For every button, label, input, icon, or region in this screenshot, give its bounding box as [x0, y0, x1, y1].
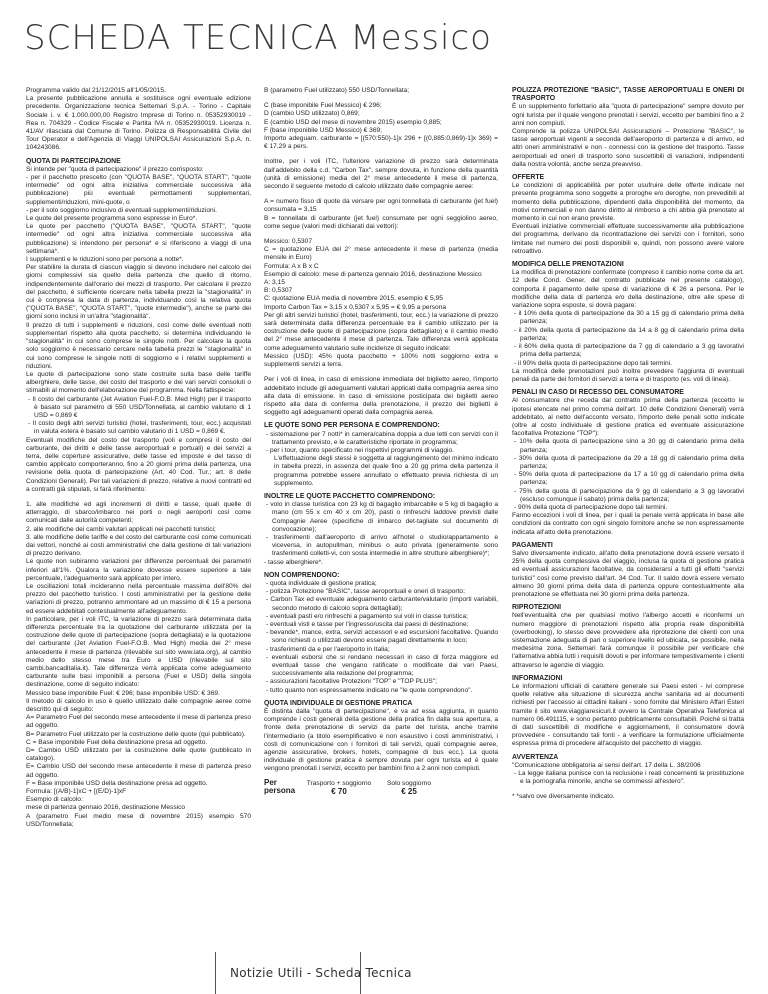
section-heading: LE QUOTE SONO PER PERSONA E COMPRENDONO:	[264, 422, 440, 430]
paragraph: Formula: [(A/B)-1]xC + [(E/D)-1]xF	[26, 788, 127, 796]
paragraph: A: 3,15	[264, 279, 285, 287]
paragraph: - il 10% della quota di partecipazione da 30 a 15 gg di calendario prima della partenza;	[514, 310, 744, 326]
paragraph: - La legge italiana punisce con la reclusione i reati concernenti la prostituzione e la pornografia minorile, anche se commessi all'estero".	[514, 770, 744, 786]
paragraph: mese di partenza gennaio 2016, destinazione Messico	[26, 804, 186, 812]
column-3	[512, 87, 744, 802]
paragraph: Le quote per pacchetto ("QUOTA BASE", "QUOTA START", "quote intermedie" od ogni altra iniziativa commerciale successiva alla pubblicazione) si intendono per persona* e si riferiscono a viaggi di una settimana*.	[26, 223, 251, 255]
paragraph: È distinta dalla "quota di partecipazione", e va ad essa aggiunta, in quanto comprende i costi generali della gestione della pratica fin dalla sua apertura, a fronte della prenotazione di servizi da parte del turista, anche tramite l'intermediario (a titolo esemplificativo e non esaustivo i costi amministrativi, i costi di comunicazione con i fornitori di tali servizi, quali compagnie aeree, agenzie assicurative, brokers, hotels, compagnie di bus ecc.). La quota individuale di gestione pratica è sempre dovuta per ogni turista ed è quale vengono prenotati i servizi, eccetto per bambini fino a 2 anni non compiuti.	[264, 708, 498, 773]
paragraph: Le quote di partecipazione sono state costruite sulla base delle tariffe alberghiere, delle tasse, del costo del trasporto e dei vari servizi consoluti o stimabili al momento dell'elaborazione del programma. Nella fattispecie:	[26, 370, 251, 395]
price-item-transport	[304, 780, 374, 795]
price-item-value: € 70	[331, 786, 347, 796]
paragraph: - eventuali visti e tasse per l'ingresso/uscita dai paesi di destinazione;	[266, 620, 469, 628]
paragraph: Per i voli di linea, in caso di emissione immediata del biglietto aereo, l'importo addebitato include gli adeguamenti valutari applicati dalla compagnia aerea sino alla data di emissione. In caso di emissione posticipata dei biglietti aereo rispetto alla data di conferma della prenotazione, il prezzo dei biglietti è soggetto agli adeguamenti operati dalla compagnia aerea.	[264, 376, 498, 417]
section-heading: QUOTA INDIVIDUALE DI GESTIONE PRATICA	[264, 699, 413, 707]
paragraph: Importo Carbon Tax = 3,15 x 0,5307 x 5,95 = € 9,95 a persona	[264, 303, 447, 311]
paragraph: A = numero fisso di quote da versare per ogni tonnellata di carburante (jet fuel) consumata = 3,15	[264, 198, 498, 214]
paragraph: - 10% della quota di partecipazione sino a 30 gg di calendario prima della partenza;	[514, 438, 744, 454]
section-heading: MODIFICA DELLE PRENOTAZIONI	[512, 261, 624, 269]
paragraph: La modifica di prenotazioni confermate (compreso il cambio nome come da art. 12 delle Cond. Gener. del contratto pubblicate nel presente catalogo), comporta il pagamento delle spese di variazione di € 26 a persona. Per le modifiche della data di partenza e/o della destinazione, oltre alle spese di variazione sopra esposte, si dovrà pagare:	[512, 269, 744, 310]
paragraph: - trasferimenti dall'aeroporto di arrivo all'hotel o studio/appartamento e viceversa, in autopullman, minibus o auto privata (generalmente sono trasferimenti colletti-vi, con sosta intermedie in altre strutture alberghiere)*;	[266, 533, 498, 558]
paragraph: - 90% della quota di partecipazione dopo tali termini.	[514, 503, 668, 511]
paragraph: - quota individuale di gestione pratica;	[266, 579, 377, 587]
paragraph: - Carbon Tax ed eventuale adeguamento carburante/valutario (importi variabili, secondo metodo di calcolo sopra dettagliati);	[266, 596, 498, 612]
paragraph: In particolare, per i voli ITC, la variazione di prezzo sarà determinata dalla differenza percentuale tra la quotazione del carburante utilizzata per la costruzione delle quote di partecipazione (sopra dettagliata) e la quotazione del carburante (Jet Aviation Fuel-F.O.B. Med High) media dei 2° mese antecedente il mese di partenza (rilevabile sul sito www.iata.org), al cambio medio dello stesso mese tra Euro e USD (rilevabile sul sito cambi.bancaditalia.it). Tale differenza verrà applicata come adeguamento carburante sulle basi imponibili a persona (Fuel e USD) della singola destinazione, come di seguito indicato:	[26, 615, 251, 689]
price-item-stay	[374, 780, 444, 795]
spacer	[264, 151, 498, 158]
paragraph: 3. alle modifiche delle tariffe e del costo del carburante così come comunicati dai vettori, nonché ai costi amministrativi che dalla gestione di tali variazioni di prezzo derivano.	[26, 533, 251, 558]
paragraph: La presente pubblicazione annulla e sostituisce ogni eventuale edizione precedente. Organizzazione tecnica Settemari S.p.A. - Torino - Capitale Sociale i. v. € 1.000.000,00 Registro Imprese di Torino n. 05352930019 - Rea n. 704329 - Codice Fiscale e Partita IVA n. 05352930019. Licenza n. 41/AV rilasciata dal Comune di Torino. Polizza di Responsabilità Civile del Tour Operator e dell'Agenzia di Viaggi UNIPOLSAI Assicurazioni S.p.A. n. 104243086.	[26, 95, 251, 152]
paragraph: Le oscillazioni totali incideranno nella percentuale massima dell'80% del prezzo del pacchetto turistico. I costi amministrativi per la gestione delle variazioni di prezzo, potranno ammontare ad un massimo di € 15 a persona ed essere addebitati contestualmente all'adeguamento.	[26, 582, 251, 615]
paragraph: A (parametro Fuel medio mese di novembre 2015) esempio 570 USD/Tonnellata;	[26, 812, 251, 828]
paragraph: 2. alle modifiche dei cambi valutari applicati nei pacchetti turistici;	[26, 525, 216, 533]
column-1	[26, 87, 251, 829]
paragraph: - il 60% della quota di partecipazione da 7 gg di calendario a 3 gg lavorativi prima della partenza;	[514, 343, 744, 359]
paragraph: - tutto quanto non espressamente indicato ne "le quote comprendono".	[266, 686, 473, 694]
paragraph: Fanno eccezioni i voli di linea, per i quali la penale verrà applicata in base alle condizioni da contratto con ogni singolo fornitore anche se non espressamente indicata all'atto della prenotazione.	[512, 512, 744, 536]
paragraph: - eventuali pasti e/o rinfreschi a pagamento sui voli in classe turistica;	[266, 612, 468, 620]
paragraph: Importo adeguam. carburante = [(570:550)-1]x 296 + [(0,885:0,869)-1]x 369) = € 17,29 a pers.	[264, 135, 498, 151]
paragraph: Formula: A x B x C	[264, 262, 319, 270]
paragraph: Nell'eventualità che per qualsiasi motivo l'albergo accetti e riconfermi un numero maggiore di prenotazioni rispetto alla propria reale disponibilità (overbooking), lo stesso deve provvedere alla riprotezione dei clienti con una sistemazione adeguata di pari o superiore livello ed ubicata, se possibile, nella medesima zona. Settemari farà comunque il possibile per verificare che l'alternativa abbia tutti i requisiti dovuti e per informare tempestivamente i clienti attraverso le agenzie di viaggio.	[512, 612, 744, 669]
paragraph: - il 20% della quota di partecipazione da 14 a 8 gg di calendario prima della partenza;	[514, 326, 744, 342]
paragraph: - per il solo soggiorno inclusivo di eventuali supplementi/riduzioni.	[26, 206, 217, 214]
paragraph: - trasferimenti da e per l'aeroporto in Italia;	[266, 645, 390, 653]
paragraph: Programma valido dal 21/12/2015 all'1/05/2015.	[26, 87, 166, 94]
paragraph: Le quote del presente programma sono espresse in Euro*.	[26, 215, 198, 223]
paragraph: B (parametro Fuel utilizzato) 550 USD/Tonnellata;	[264, 87, 410, 94]
paragraph: E= Cambio USD del secondo mese antecedente il mese di partenza preso ad oggetto.	[26, 763, 251, 779]
paragraph: * *salvo ove diversamente indicato.	[512, 793, 615, 801]
paragraph: Le condizioni di applicabilità per poter usufruire delle offerte indicate nel presente programma sono soggette a proroghe e/o deroghe, non prevedibili al momento della pubblicazione, dipendenti dalla disponibilità del momento, da motivi commerciali e non danno diritto al rimborso a chi abbia già prenotato al momento in cui non erano previste.	[512, 182, 744, 223]
paragraph: - 30% della quota di partecipazione da 29 a 18 gg di calendario prima della partenza;	[514, 454, 744, 470]
spacer	[264, 369, 498, 376]
paragraph: - assicurazioni facoltative Protezioni "TOP" e "TOP PLUS";	[266, 678, 437, 686]
section-heading: AVVERTENZA	[512, 753, 559, 761]
paragraph: Si intende per "quota di partecipazione" il prezzo corrisposto:	[26, 165, 204, 173]
paragraph: D= Cambio USD utilizzato per la costruzione delle quote (pubblicato in catalogo).	[26, 747, 251, 763]
paragraph: B = tonnellate di carburante (jet fuel) consumate per ogni seggiolino aereo, come segue (valori medi dichiarati dai vettori):	[264, 214, 498, 230]
spacer	[512, 786, 744, 793]
paragraph: Esempio di calcolo: mese di partenza gennaio 2016, destinazione Messico	[264, 270, 482, 278]
paragraph: L'effettuazione degli stessi è soggetta al raggiungimento del minimo indicato in tabella prezzi, in assenza del quale fino a 20 gg prima della partenza il programma potrebbe essere annullato o effettuato previa richiesta di un supplemento.	[274, 455, 498, 487]
paragraph: E (cambio USD del mese di novembre 2015) esempio 0,885;	[264, 118, 442, 126]
section-heading: POLIZZA PROTEZIONE "BASIC", TASSE AEROPORTUALI E ONERI DI TRASPORTO	[512, 87, 744, 103]
paragraph: La modifica delle prenotazioni può inoltre prevedere l'aggiunta di eventuali penali da parte dei fornitori di servizi a terra e di trasporto (es. voli di linea).	[512, 367, 744, 383]
column-2	[264, 87, 498, 795]
page-title: SCHEDA TECNICA Messico	[24, 18, 492, 58]
spacer	[264, 231, 498, 238]
paragraph: Messico base imponibile Fuel: € 296; base imponibile USD: € 369.	[26, 689, 220, 697]
paragraph: I supplementi e le riduzioni sono per persona a notte*.	[26, 256, 184, 264]
section-heading: RIPROTEZIONI	[512, 604, 562, 612]
paragraph: - polizza Protezione "BASIC", tasse aeroportuali e oneri di trasporto;	[266, 588, 465, 596]
spacer	[264, 191, 498, 198]
section-heading: INOLTRE LE QUOTE PACCHETTO COMPRENDONO:	[264, 492, 436, 500]
paragraph: Le informazioni ufficiali di carattere generale sui Paesi esteri - ivi comprese quelle relative alla situazione di sicurezza anche sanitaria ed ai documenti richiesti per l'accesso ai cittadini italiani - sono fornite dal Ministero Affari Esteri tramite il sito www.viaggiaresicuri.it ovvero la Centrale Operativa Telefonica al numero 06.491115, e sono pertanto pubblicamente consultabili. Poiché si tratta di dati suscettibili di modifiche e aggiornamenti, il consumatore dovrà provvedere - consultando tali fonti - a verificare la formulazione ufficialmente espressa prima di procedere all'acquisto del pacchetto di viaggio.	[512, 683, 744, 748]
paragraph: C = Base imponibile Fuel della destinazione presa ad oggetto.	[26, 738, 208, 746]
paragraph: - bevande*, mance, extra, servizi accessori e ed escursioni facoltative. Quando sono richiesti o utilizzati devono essere pagati direttamente in loco;	[266, 629, 498, 645]
paragraph: Inoltre, per i voli ITC, l'ulteriore variazione di prezzo sarà determinata dall'addebito della c.d. "Carbon Tax", sempre dovuta, in funzione della quantità (unità di emissione) media del 2° mese antecedente il mese di partenza, secondo il seguente metodo di calcolo utilizzato dalle compagnie aeree:	[264, 158, 498, 191]
paragraph: Le quote non subiranno variazioni per differenze percentuali dei parametri inferiori all'1%. Qualora la variazione dovesse essere superiore a tale percentuale, l'adeguamento sarà applicato per intero.	[26, 558, 251, 582]
paragraph: "Comunicazione obbligatoria ai sensi dell'art. 17 della L. 38/2006	[512, 761, 701, 769]
spacer	[264, 95, 498, 102]
section-heading: INFORMAZIONI	[512, 674, 563, 682]
paragraph: - sistemazione per 7 notti* in camera/cabina doppia a due letti con servizi con il trattamento previsto, e le caratteristiche riportate in programma;	[266, 430, 498, 446]
paragraph: Esempio di calcolo:	[26, 796, 83, 804]
footer-text: Notizie Utili - Scheda Tecnica	[230, 966, 412, 980]
paragraph: - tasse alberghiere*.	[264, 558, 324, 566]
spacer	[26, 494, 251, 501]
price-item-value: € 25	[401, 786, 417, 796]
paragraph: F (base imponibile USD Messico) € 369;	[264, 126, 383, 134]
section-heading: OFFERTE	[512, 174, 545, 182]
price-table	[264, 779, 498, 795]
paragraph: 1. alle modifiche ed agli incrementi di diritti e tasse, quali quelle di atterraggio, di sbarco/imbarco nei porti o negli aeroporti così come comunicati dalle autorità competenti;	[26, 500, 251, 525]
paragraph: Eventuali iniziative commerciali effettuate successivamente alla pubblicazione del programma, derivano da ricontrattazione dei servizi con i fornitori, sono limitate nel numero dei posti disponibili e, quindi, non possono avere valore retroattivo.	[512, 223, 744, 255]
price-item-label: Trasporto + soggiorno	[306, 780, 372, 788]
paragraph: - eventuali esborsi che si rendano necessari in caso di forza maggiore ed eventuali tasse che vengano ratificate o modificate dai vari Paesi, successivamente alla redazione del programma;	[266, 653, 498, 678]
paragraph: - per il pacchetto prescelto (con "QUOTA BASE", "QUOTA START", "quote intermedie" od ogni altra iniziativa commerciale successiva alla pubblicazione) più eventuali permottamenti supplementari, supplementi/riduzioni, mini-quote, o	[26, 174, 251, 206]
paragraph: Messico: 0,5307	[264, 238, 313, 246]
paragraph: B= Parametro Fuel utilizzato per la costruzione delle quote (qui pubblicato).	[26, 730, 246, 738]
paragraph: C = quotazione EUA del 2° mese antecedente il mese di partenza (media mensile in Euro)	[264, 246, 498, 262]
price-item-label: Solo soggiorno	[387, 780, 431, 788]
section-heading: PENALI IN CASO DI RECESSO DEL CONSUMATORE	[512, 389, 684, 397]
paragraph: B: 0,5307	[264, 287, 293, 295]
paragraph: Per stabilire la durata di ciascun viaggio si devono includere nel calcolo dei giorni complessivi sia quello della partenza che quello di ritorno, indipendentemente dall'orario dei mezzi di trasporto. Per calcolare il prezzo del pacchetto, è sufficiente ricercare nella tabella prezzi la "stagionalità" in cui è compresa la data di partenza, individuando così la relativa quota ("QUOTA BASE", "QUOTA START", "quote intermedie"), anche se parte dei giorni sono inclusi in un'altra "stagionalità".	[26, 264, 251, 321]
paragraph: A= Parametro Fuel del secondo mese antecedente il mese di partenza preso ad oggetto.	[26, 714, 251, 730]
paragraph: - Il costo del carburante (Jet Aviation Fuel-F.O.B. Med High) per il trasporto è basato sul parametro di 550 USD/Tonnellata, al cambio valutario di 1 USD = 0,869 €	[28, 395, 251, 419]
paragraph: Comprende la polizza UNIPOLSAI Assicurazioni – Protezione "BASIC", le tasse aeroportuali vigenti a seconda dell'aeroporto di partenza e di arrivo, ed altri oneri amministrativi e non - connessi con la gestione del trasporto. Tasse aeroportuali ed oneri di trasporto sono suscettibili di variazioni, indipendenti dalla nostra volontà, anche senza preavviso.	[512, 128, 744, 168]
paragraph: F = Base imponibile USD della destinazione presa ad oggetto.	[26, 779, 208, 787]
paragraph: È un supplemento forfettario alla "quota di partecipazione" sempre dovuto per ogni turista per il quale vengono prenotati i servizi, eccetto per bambini fino a 2 anni non compiuti.	[512, 103, 744, 127]
paragraph: Il prezzo di tutti i supplementi e riduzioni, così come delle eventuali notti supplementari rispetto alla quota pacchetto, si determina individuando le "stagionalità" in cui sono comprese le singole notti. Per calcolare la quota solo soggiorno è necessario cercare nella tabella prezzi le "stagionalità" in cui sono comprese le singole notti di soggiorno e i relativi supplementi e riduzioni.	[26, 321, 251, 370]
paragraph: - Il costo degli altri servizi turistici (hotel, trasferimenti, tour, ecc.) acquistati in valuta estera è basato sul cambio valutario di 1 USD = 0,869 €.	[28, 420, 251, 436]
paragraph: - per i tour, quanto specificato nei rispettivi programmi di viaggio.	[266, 446, 455, 454]
paragraph: Salvo diversamente indicato, all'atto della prenotazione dovrà essere versato il 25% della quota complessiva del viaggio, inclusa la quota di gestione pratica ed eventuali assicurazioni facoltative, da considerarsi a tutti gli effetti "servizi turistici" così come previsto dall'art. 34 Cod. Tur. Il saldo dovrà essere versato almeno 30 giorni prima della data di partenza oppure contestualmente alla prenotazione se effettuata nei 30 giorni prima della partenza.	[512, 549, 744, 598]
paragraph: - il 90% della quota di partecipazione dopo tali termini.	[514, 359, 672, 367]
section-heading: PAGAMENTI	[512, 541, 553, 549]
paragraph: Eventuali modifiche del costo del trasporto (voli e compresi il costo del carburante, dei diritti e delle tasse aeroportuali e portuali) e dei servizi a terra, delle coperture assicurative, delle tasse ed imposte e del tasso di cambio applicato comporteranno, fino a 20 giorni prima della partenza, una revisione della quota di partecipazione (Art. 40 Cod. Tur.; art. 8 delle Condizioni Generali). Per tali variazioni di prezzo, relative a nuovi contratti ed a contratti già stipulati, si farà riferimento:	[26, 436, 251, 493]
footer-divider-left	[215, 952, 216, 994]
paragraph: Al consumatore che receda dal contratto prima della partenza (eccetto le ipotesi elencate nel primo comma dell'art. 10 delle Condizioni Generali) verrà addebitato, al netto dell'acconto versato, l'importo delle penali sotto indicate (oltre al costo individuale di gestione pratica ed eventuale assicurazione facoltativa Protezione "TOP"):	[512, 397, 744, 438]
paragraph: - 75% della quota di partecipazione da 9 gg di calendario a 3 gg lavorativi (escluso comunque il sabato) prima della partenza;	[514, 487, 744, 503]
paragraph: Per gli altri servizi turistici (hotel, trasferimenti, tour, ecc.) la variazione di prezzo sarà determinata dalla differenza percentuale tra il cambio utilizzato per la costruzione delle quote di partecipazione (sopra dettagliato) e il cambio medio del 2° mese antecedente il mese di partenza. Tale differenza verrà applicata come adeguamento valutario sulle incidenze di seguito indicate:	[264, 311, 498, 352]
paragraph: C: quotazione EUA media di novembre 2015, esempio € 5,95	[264, 295, 443, 303]
section-heading: NON COMPRENDONO:	[264, 571, 340, 579]
section-heading: QUOTA DI PARTECIPAZIONE	[26, 157, 121, 165]
paragraph: - 50% della quota di partecipazione da 17 a 10 gg di calendario prima della partenza;	[514, 471, 744, 487]
price-label: Per persona	[264, 777, 296, 795]
paragraph: D (cambio USD utilizzato) 0,869;	[264, 110, 360, 118]
paragraph: Messico (USD): 45% quota pacchetto + 100% notti soggiorno extra e supplementi servizi a terra.	[264, 352, 498, 369]
paragraph: - volo in classe turistica con 23 kg di bagaglio imbarcabile e 5 kg di bagaglio a mano (cm 55 x cm 40 x cm 20), pasti o rinfreschi laddove previsti dalle Compagnie Aeree (specifiche di imbarco det-tagliate sul documento di convocazione);	[266, 501, 498, 533]
paragraph: Il metodo di calcolo in uso è quello utilizzato dalle compagnie aeree come descritto qui di seguito:	[26, 697, 251, 714]
paragraph: C (base imponibile Fuel Messico) € 296;	[264, 102, 382, 110]
